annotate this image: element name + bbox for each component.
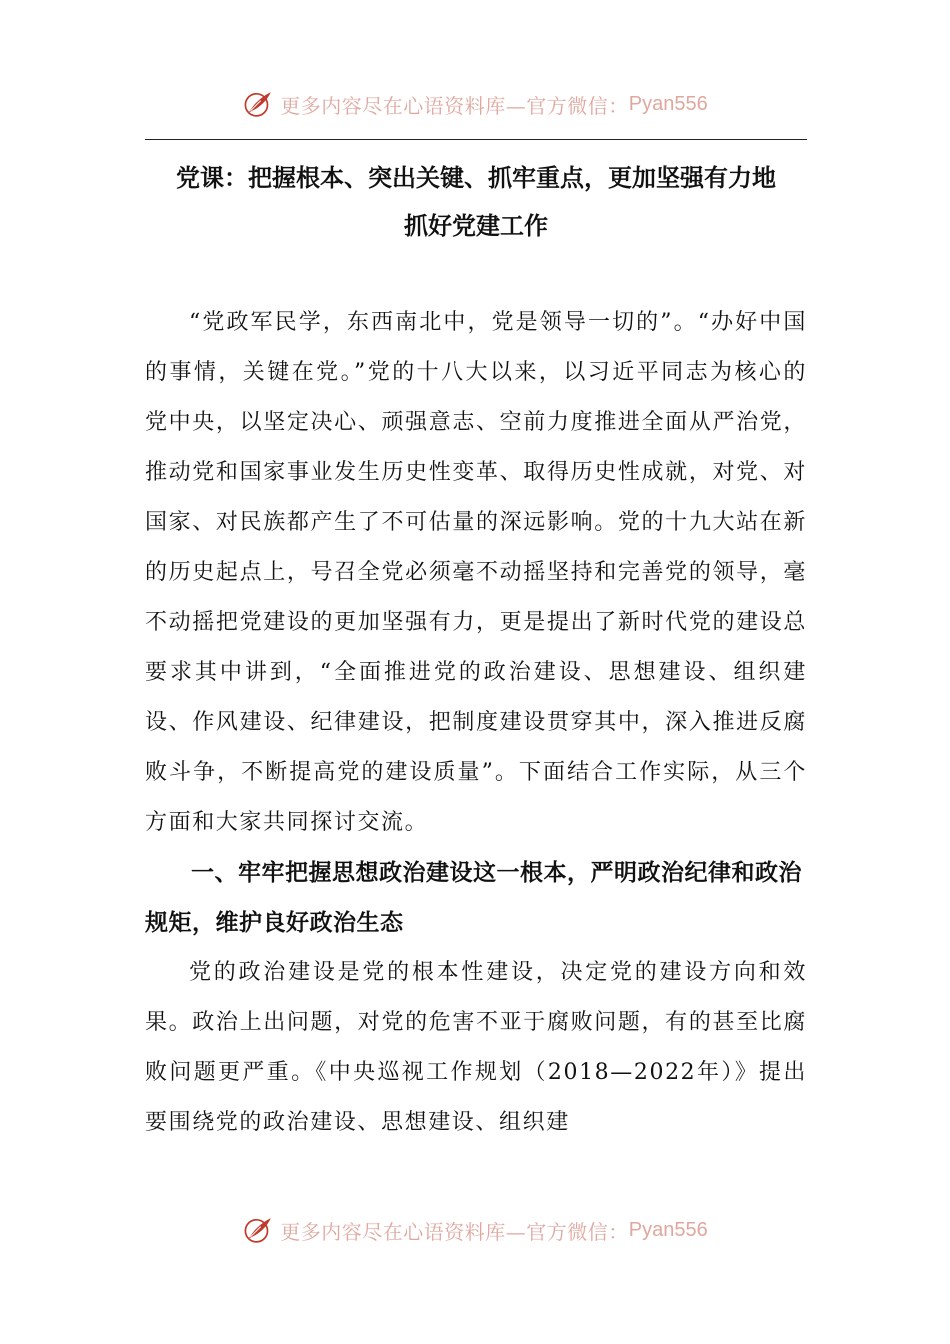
watermark-header (0, 84, 950, 124)
document-body (145, 298, 807, 1148)
body-paragraph: 党的政治建设是党的根本性建设，决定党的建设方向和效果。政治上出问题，对党的危害不亚于腐败问题，有的甚至比腐败问题更严重。《中央巡视工作规划（2018—2022年）》提出要围绕党的政治建设、思想建设、组织建 (145, 960, 807, 1135)
document-title-line1: 党课：把握根本、突出关键、抓牢重点，更加坚强有力地 (176, 164, 776, 192)
quill-pen-icon (242, 1213, 276, 1247)
watermark-footer (0, 1210, 950, 1250)
body-paragraph: “党政军民学，东西南北中，党是领导一切的”。“办好中国的事情，关键在党。”党的十八大以来，以习近平同志为核心的党中央，以坚定决心、顽强意志、空前力度推进全面从严治党，推动党和国家事业发生历史性变革、取得历史性成就，对党、对国家、对民族都产生了不可估量的深远影响。党的十九大站在新的历史起点上，号召全党必须毫不动摇坚持和完善党的领导，毫不动摇把党建设的更加坚强有力，更是提出了新时代党的建设总要求其中讲到，“全面推进党的政治建设、思想建设、组织建设、作风建设、纪律建设，把制度建设贯穿其中，深入推进反腐败斗争，不断提高党的建设质量”。下面结合工作实际，从三个方面和大家共同探讨交流。 (145, 310, 807, 835)
watermark-wechat-id: Pyan556 (628, 1218, 708, 1241)
watermark-wechat-id: Pyan556 (628, 92, 708, 115)
document-title-line2: 抓好党建工作 (404, 212, 548, 240)
watermark-text: 更多内容尽在心语资料库—官方微信： (280, 93, 629, 118)
section-heading: 一、牢牢把握思想政治建设这一根本，严明政治纪律和政治规矩，维护良好政治生态 (145, 860, 802, 936)
watermark-text: 更多内容尽在心语资料库—官方微信： (280, 1219, 629, 1244)
header-divider (145, 139, 807, 140)
quill-pen-icon (242, 87, 276, 121)
